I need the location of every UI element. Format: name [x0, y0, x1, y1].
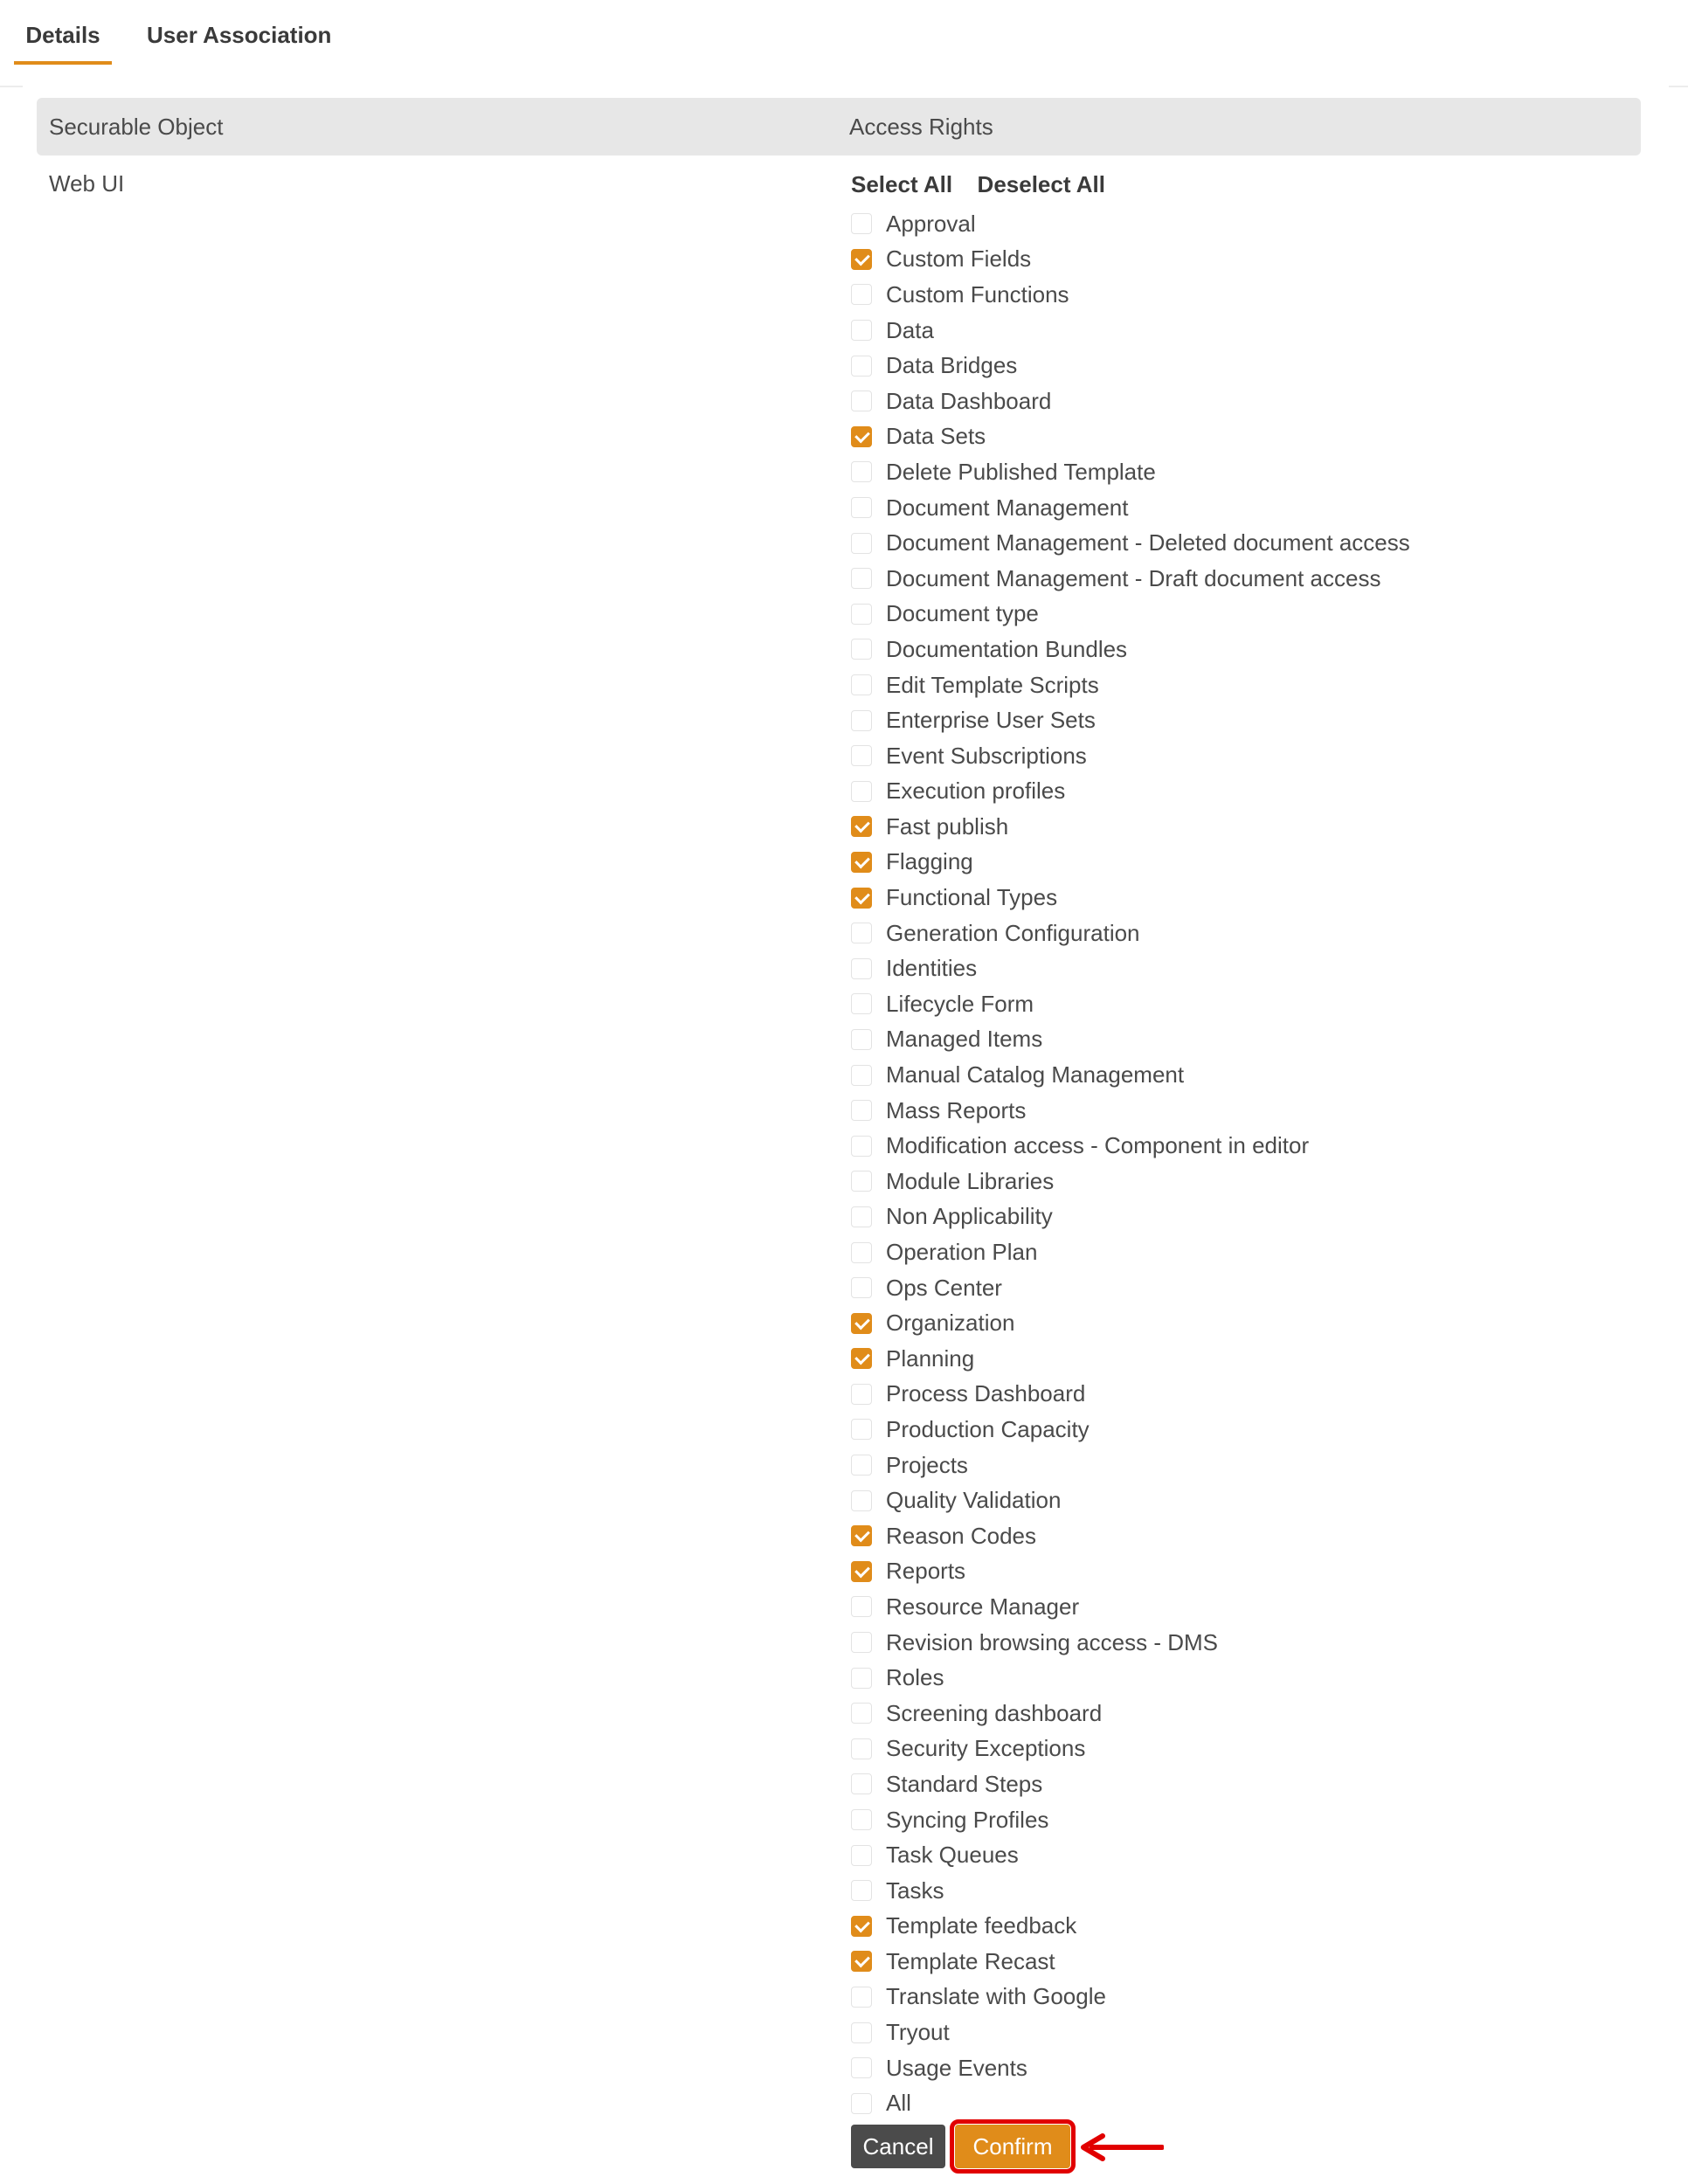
checkbox-checked[interactable] — [851, 1348, 872, 1369]
access-right-label: Template feedback — [886, 1912, 1077, 1939]
checkbox-unchecked[interactable] — [851, 781, 872, 802]
checkbox-checked[interactable] — [851, 816, 872, 837]
access-right-label: Non Applicability — [886, 1203, 1053, 1230]
access-right-item[interactable] — [851, 667, 1410, 703]
access-right-label: Event Subscriptions — [886, 742, 1087, 769]
access-right-item[interactable] — [851, 809, 1410, 845]
checkbox-unchecked[interactable] — [851, 1738, 872, 1759]
checkbox-unchecked[interactable] — [851, 1384, 872, 1405]
table-header — [37, 98, 1641, 156]
checkbox-unchecked[interactable] — [851, 1419, 872, 1440]
checkbox-unchecked[interactable] — [851, 461, 872, 482]
access-right-item[interactable] — [851, 632, 1410, 667]
access-right-label: Revision browsing access - DMS — [886, 1628, 1219, 1655]
checkbox-checked[interactable] — [851, 426, 872, 447]
checkbox-checked[interactable] — [851, 888, 872, 909]
access-right-label: Template Recast — [886, 1947, 1055, 1974]
access-right-item[interactable] — [851, 845, 1410, 881]
checkbox-unchecked[interactable] — [851, 1455, 872, 1476]
access-right-item[interactable] — [851, 1731, 1410, 1767]
access-right-label: Generation Configuration — [886, 919, 1140, 946]
tab-bar — [0, 0, 1688, 87]
access-right-label: Reason Codes — [886, 1522, 1036, 1549]
checkbox-unchecked[interactable] — [851, 1277, 872, 1298]
access-right-label: Flagging — [886, 848, 973, 875]
access-right-label: Documentation Bundles — [886, 635, 1128, 662]
access-right-item[interactable] — [851, 950, 1410, 986]
access-right-item[interactable] — [851, 916, 1410, 951]
access-right-item[interactable] — [851, 702, 1410, 738]
checkbox-unchecked[interactable] — [851, 2093, 872, 2114]
access-right-item[interactable] — [851, 1305, 1410, 1341]
checkbox-unchecked[interactable] — [851, 1136, 872, 1157]
access-right-label: Identities — [886, 955, 978, 982]
access-right-label: Edit Template Scripts — [886, 671, 1099, 698]
access-rights-list — [851, 206, 1410, 2121]
access-right-label: Roles — [886, 1664, 944, 1691]
checkbox-unchecked[interactable] — [851, 1668, 872, 1689]
access-right-item[interactable] — [851, 1270, 1410, 1306]
access-right-label: Data Dashboard — [886, 387, 1052, 414]
checkbox-unchecked[interactable] — [851, 568, 872, 589]
access-right-label: Document Management - Draft document access — [886, 564, 1381, 591]
access-right-item[interactable] — [851, 1234, 1410, 1270]
checkbox-unchecked[interactable] — [851, 1632, 872, 1653]
access-right-label: Managed Items — [886, 1026, 1043, 1053]
access-right-item[interactable] — [851, 880, 1410, 916]
access-right-item[interactable] — [851, 1873, 1410, 1909]
access-right-label: Screening dashboard — [886, 1699, 1103, 1726]
access-right-item[interactable] — [851, 1057, 1410, 1093]
checkbox-unchecked[interactable] — [851, 993, 872, 1014]
access-right-label: Functional Types — [886, 884, 1058, 911]
access-right-item[interactable] — [851, 1554, 1410, 1590]
checkbox-checked[interactable] — [851, 852, 872, 873]
access-right-item[interactable] — [851, 1199, 1410, 1235]
access-right-label: Task Queues — [886, 1842, 1019, 1869]
access-right-label: Reports — [886, 1558, 966, 1585]
access-right-item[interactable] — [851, 597, 1410, 632]
tab-user-association[interactable]: User Association — [147, 22, 332, 48]
access-right-item[interactable] — [851, 384, 1410, 419]
access-right-label: Fast publish — [886, 812, 1009, 840]
checkbox-unchecked[interactable] — [851, 1490, 872, 1511]
checkbox-unchecked[interactable] — [851, 2057, 872, 2078]
access-right-item[interactable] — [851, 1660, 1410, 1696]
cancel-button[interactable]: Cancel — [851, 2125, 945, 2168]
access-right-item[interactable] — [851, 1482, 1410, 1518]
access-right-label: Modification access - Component in editor — [886, 1132, 1310, 1159]
access-right-item[interactable] — [851, 1625, 1410, 1661]
access-right-item[interactable] — [851, 525, 1410, 561]
access-right-label: Resource Manager — [886, 1593, 1080, 1620]
checkbox-checked[interactable] — [851, 1951, 872, 1972]
access-right-label: Process Dashboard — [886, 1380, 1086, 1407]
access-right-item[interactable] — [851, 313, 1410, 349]
access-right-item[interactable] — [851, 1128, 1410, 1164]
checkbox-unchecked[interactable] — [851, 1065, 872, 1086]
access-right-item[interactable] — [851, 1980, 1410, 2015]
access-right-label: Operation Plan — [886, 1239, 1038, 1266]
access-right-item[interactable] — [851, 774, 1410, 810]
access-right-item[interactable] — [851, 1448, 1410, 1483]
access-right-item[interactable] — [851, 419, 1410, 455]
checkbox-checked[interactable] — [851, 1916, 872, 1937]
access-right-label: Custom Functions — [886, 280, 1069, 308]
access-right-item[interactable] — [851, 2050, 1410, 2086]
header-access-rights: Access Rights — [849, 114, 993, 140]
access-right-label: Manual Catalog Management — [886, 1061, 1185, 1089]
access-right-item[interactable] — [851, 986, 1410, 1022]
access-right-item[interactable] — [851, 1093, 1410, 1129]
checkbox-unchecked[interactable] — [851, 745, 872, 766]
access-right-label: Organization — [886, 1310, 1015, 1337]
access-right-item[interactable] — [851, 1412, 1410, 1448]
access-right-label: Syncing Profiles — [886, 1806, 1049, 1833]
access-right-label: Ops Center — [886, 1274, 1002, 1301]
access-right-label: Planning — [886, 1344, 975, 1372]
access-right-item[interactable] — [851, 348, 1410, 384]
annotation-arrow-icon — [1076, 2133, 1164, 2161]
checkbox-unchecked[interactable] — [851, 1809, 872, 1830]
access-right-label: Usage Events — [886, 2054, 1027, 2081]
selection-actions — [851, 171, 1126, 197]
access-right-label: Approval — [886, 210, 976, 237]
checkbox-unchecked[interactable] — [851, 356, 872, 377]
checkbox-unchecked[interactable] — [851, 639, 872, 660]
access-right-item[interactable] — [851, 1802, 1410, 1838]
checkbox-unchecked[interactable] — [851, 1987, 872, 2008]
access-right-item[interactable] — [851, 1696, 1410, 1731]
checkbox-unchecked[interactable] — [851, 674, 872, 695]
checkbox-unchecked[interactable] — [851, 1100, 872, 1121]
access-right-label: Document Management — [886, 494, 1129, 521]
access-right-item[interactable] — [851, 1766, 1410, 1802]
checkbox-unchecked[interactable] — [851, 958, 872, 979]
checkbox-unchecked[interactable] — [851, 213, 872, 234]
access-right-item[interactable] — [851, 277, 1410, 313]
checkbox-unchecked[interactable] — [851, 1845, 872, 1866]
select-all-link[interactable]: Select All — [851, 171, 953, 197]
checkbox-unchecked[interactable] — [851, 1029, 872, 1050]
checkbox-unchecked[interactable] — [851, 1242, 872, 1263]
access-right-label: Security Exceptions — [886, 1735, 1086, 1762]
access-right-label: All — [886, 2090, 911, 2117]
checkbox-unchecked[interactable] — [851, 2022, 872, 2043]
access-right-label: Data — [886, 316, 934, 343]
checkbox-unchecked[interactable] — [851, 1880, 872, 1901]
access-right-item[interactable] — [851, 242, 1410, 278]
access-right-item[interactable] — [851, 1518, 1410, 1554]
access-right-label: Tasks — [886, 1876, 944, 1904]
checkbox-unchecked[interactable] — [851, 710, 872, 731]
checkbox-checked[interactable] — [851, 1561, 872, 1582]
access-right-label: Data Sets — [886, 423, 986, 450]
checkbox-unchecked[interactable] — [851, 923, 872, 943]
access-right-item[interactable] — [851, 206, 1410, 242]
checkbox-checked[interactable] — [851, 1525, 872, 1546]
access-right-label: Custom Fields — [886, 245, 1032, 273]
tab-details[interactable]: Details — [14, 19, 112, 65]
access-right-label: Document Management - Deleted document access — [886, 529, 1410, 556]
access-right-label: Module Libraries — [886, 1167, 1055, 1194]
access-right-label: Lifecycle Form — [886, 990, 1034, 1017]
deselect-all-link[interactable]: Deselect All — [977, 171, 1105, 197]
access-right-label: Projects — [886, 1451, 968, 1478]
access-right-label: Delete Published Template — [886, 458, 1156, 485]
checkbox-unchecked[interactable] — [851, 390, 872, 411]
access-right-item[interactable] — [851, 1164, 1410, 1199]
securable-object-name: Web UI — [49, 170, 125, 197]
details-panel — [23, 86, 1669, 2184]
checkbox-unchecked[interactable] — [851, 604, 872, 625]
access-right-item[interactable] — [851, 561, 1410, 597]
checkbox-unchecked[interactable] — [851, 497, 872, 518]
access-right-label: Standard Steps — [886, 1770, 1043, 1797]
access-right-item[interactable] — [851, 1022, 1410, 1058]
checkbox-checked[interactable] — [851, 1313, 872, 1334]
access-right-label: Tryout — [886, 2019, 950, 2046]
checkbox-unchecked[interactable] — [851, 1773, 872, 1794]
checkbox-checked[interactable] — [851, 249, 872, 270]
access-right-label: Quality Validation — [886, 1487, 1062, 1514]
access-right-label: Document type — [886, 600, 1039, 627]
access-right-label: Production Capacity — [886, 1415, 1090, 1442]
checkbox-unchecked[interactable] — [851, 284, 872, 305]
access-right-label: Mass Reports — [886, 1096, 1027, 1123]
access-right-item[interactable] — [851, 1589, 1410, 1625]
access-right-item[interactable] — [851, 490, 1410, 526]
checkbox-unchecked[interactable] — [851, 1596, 872, 1617]
access-right-item[interactable] — [851, 1944, 1410, 1980]
access-right-label: Enterprise User Sets — [886, 707, 1096, 734]
access-right-item[interactable] — [851, 738, 1410, 774]
access-right-label: Data Bridges — [886, 352, 1018, 379]
checkbox-unchecked[interactable] — [851, 1206, 872, 1227]
access-right-item[interactable] — [851, 2085, 1410, 2121]
access-right-item[interactable] — [851, 2015, 1410, 2050]
access-right-label: Translate with Google — [886, 1983, 1106, 2010]
checkbox-unchecked[interactable] — [851, 320, 872, 341]
access-right-item[interactable] — [851, 1377, 1410, 1413]
checkbox-unchecked[interactable] — [851, 1703, 872, 1724]
access-right-item[interactable] — [851, 1837, 1410, 1873]
checkbox-unchecked[interactable] — [851, 533, 872, 554]
checkbox-unchecked[interactable] — [851, 1171, 872, 1192]
access-right-label: Execution profiles — [886, 778, 1066, 805]
access-right-item[interactable] — [851, 1909, 1410, 1945]
header-securable-object: Securable Object — [49, 114, 224, 140]
confirm-button[interactable]: Confirm — [955, 2125, 1070, 2168]
access-right-item[interactable] — [851, 454, 1410, 490]
access-right-item[interactable] — [851, 1341, 1410, 1377]
